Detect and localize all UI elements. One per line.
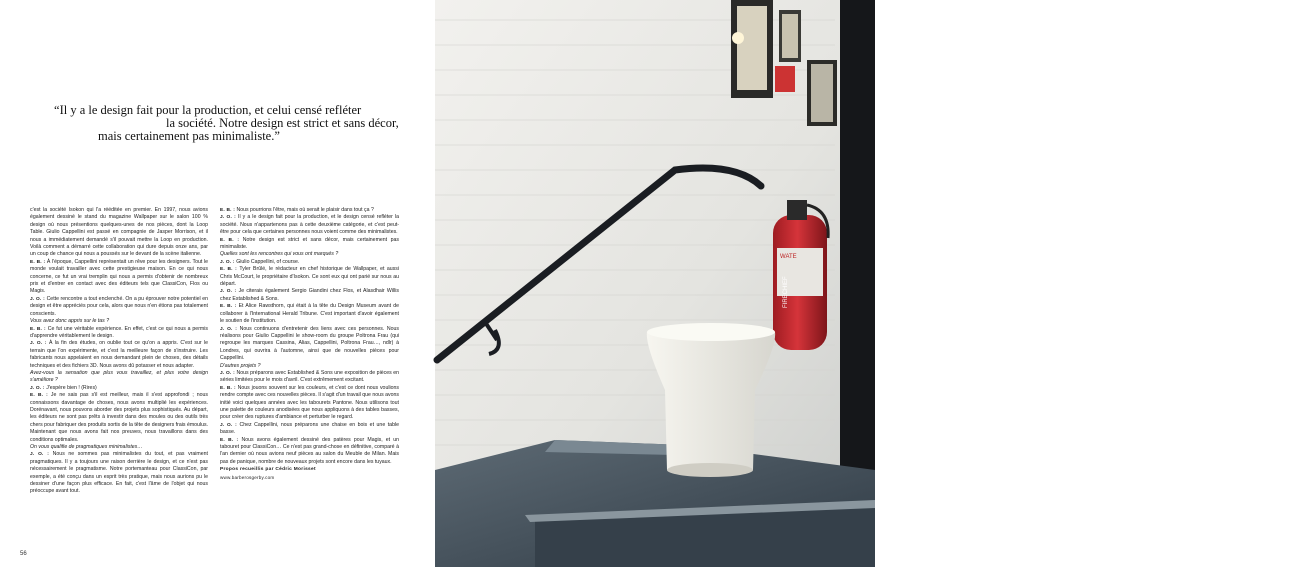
extinguisher-brand: FIRECHIEF [783, 276, 789, 308]
interview-question: On vous qualifie de pragmatiques minimalistes… [30, 444, 143, 450]
interview-answer [220, 207, 399, 214]
answer-text: Giulio Cappellini, of course. [236, 258, 300, 265]
answer-text: Tyler Brûlé, le rédacteur en chef historique de Wallpaper, et aussi Chris McCourt, le propriétaire d'Isokon. Ce sont eux qui ont parié sur nous au départ. [220, 266, 399, 288]
speaker-initials: E. B. : [220, 304, 237, 310]
interview-answer [30, 296, 208, 318]
answer-text: Nous jouons souvent sur les couleurs, et c'est ce dont nous voulions rendre compte avec ces nouvelles pièces. Il s'agit d'un travail que nous avons initié voici quelques années avec les tabourets Pantone. Nous utilisons tout une palette de couleurs anodisées que nous appliquons à des tables basses, pour créer des ruptures d'ambiance et perturber le regard. [220, 384, 399, 421]
interview-answer [220, 370, 399, 385]
page-number: 56 [20, 551, 27, 557]
answer-text: À la fin des études, on oublie tout ce qu'on a appris. C'est sur le terrain que l'on expérimente, et c'est la meilleure façon de s'instruire. Les fabricants nous appelaient en nous demandant plein de choses, des détails techniques et des fichiers 3D. Nous avons dû potasser et nous adapter. [30, 340, 209, 369]
interview-answer [30, 451, 208, 495]
answer-text: Notre design est strict et sans décor, mais certainement pas minimaliste. [220, 236, 399, 251]
speaker-initials: E. B. : [30, 259, 46, 265]
interview-answer [30, 340, 208, 370]
interview-answer [220, 326, 399, 363]
extinguisher-label: WATE [780, 254, 797, 260]
speaker-initials: E. B. : [30, 393, 48, 399]
speaker-initials: J. O. : [30, 385, 45, 391]
interview-question: Avez-vous la sensation que plus vous travaillez, et plus votre design s'améliore ? [30, 369, 208, 384]
interview-answer [220, 288, 399, 303]
interview-question: Quelles sont les rencontres qui vous ont marqués ? [220, 251, 339, 258]
speaker-initials: J. O. : [220, 422, 237, 428]
answer-text: J'espère bien ! (Rires) [46, 384, 97, 391]
interview-answer [220, 214, 399, 236]
paragraph: c'est la société Isokon qui l'a rééditée en premier. En 1997, nous avions également dessiné le stand du magazine Wallpaper sur le salon 100 % design où nous présentions quelques-unes de nos pièces, dont la Loop Table. Giulio Cappellini est passé en compagnie de Jasper Morrison, et il nous a immédiatement demandé s'il pouvait mettre la Loop en production. Voilà comment a démarré cette collaboration qui dure depuis onze ans, par un coup de chance qui nous a poussés sur le devant de la scène italienne. [30, 207, 208, 258]
interview-answer [220, 422, 399, 437]
answer-text: Nous préparons avec Established & Sons une exposition de pièces en séries limitées pour le mois d'avril. C'est extrêmement excitant. [220, 369, 399, 384]
speaker-initials: J. O. : [220, 215, 236, 221]
website-url: www.barberosgerby.com [220, 474, 275, 480]
interview-answer [220, 303, 399, 325]
interview-question: Vous avez donc appris sur le tas ? [30, 318, 110, 325]
interview-answer [220, 385, 399, 422]
photo-illustration [435, 0, 875, 567]
pull-quote-line-3: mais certainement pas minimaliste. [98, 129, 275, 143]
speaker-initials: E. B. : [220, 208, 235, 213]
left-page [0, 0, 435, 567]
pull-quote: “Il y a le design fait pour la production, et celui censé refléter la société. Notre design est strict et sans décor, mais certainement pas minimaliste.” [54, 103, 399, 143]
interview-answer [220, 259, 399, 266]
stairwell-photo [435, 0, 1275, 567]
speaker-initials: E. B. : [220, 385, 236, 391]
interview-answer [30, 326, 208, 341]
interview-question: D'autres projets ? [220, 362, 261, 369]
speaker-initials: E. B. : [220, 267, 237, 273]
answer-text: Nous avons également dessiné des patères pour Magis, et un tabouret pour ClassiCon… Ce n'est pas grand-chose en définitive, comparé à l'an dernier où nous avions neuf pièces au salon du Meuble de Milan. Mais pas de panique, nombre de nouveaux projets sont encore dans les tuyaux. [220, 436, 399, 465]
answer-text: À l'époque, Cappellini représentait un rêve pour les designers. Tout le monde voulait travailler avec cette prestigieuse maison. En ce qui nous concerne, ce fut un vrai tremplin qui nous a permis d'obtenir de nombreux prix et d'entrer en contact avec des éditeurs tels que ClassiCon, Flos ou Magis. [30, 258, 208, 295]
text-column-right [220, 207, 399, 481]
answer-text: Et Alice Rawsthorn, qui était à la tête du Design Museum avant de collaborer à l'International Herald Tribune. C'est important d'avoir également le soutien de l'institution. [220, 303, 399, 325]
answer-text: Je ne sais pas s'il est meilleur, mais il s'est approfondi ; nous connaissons davantage de choses, nous avons multiplié les expériences. Dorénavant, nous pouvons aborder des projets plus sophistiqués. Au départ, les éditeurs ne sont pas prêts à investir dans des moules ou des outils très chers pour fabriquer des produits sortis de la tête de designers frais émoulus. Maintenant que nous avons fait nos preuves, nous travaillons dans des conditions optimales. [30, 392, 208, 443]
speaker-initials: E. B. : [220, 437, 239, 443]
speaker-initials: E. B. : [30, 326, 46, 332]
text-column-left [30, 207, 208, 496]
answer-text: Chez Cappellini, nous préparons une chaise en bois et une table basse. [220, 421, 399, 436]
answer-text: Cette rencontre a tout enclenché. On a pu éprouver notre potentiel en design et être appréciés pour cela, alors que nous n'en étions pas totalement conscients. [30, 295, 208, 317]
speaker-initials: J. O. : [220, 326, 237, 332]
interview-answer [30, 259, 208, 296]
answer-text: Il y a le design fait pour la production, et le design censé refléter la société. Nous n'appartenons pas à cette deuxième catégorie, et c'est peut-être pour cela que certaines personnes nous voient comme des minimalistes. [220, 214, 399, 236]
speaker-initials: J. O. : [30, 452, 50, 458]
speaker-initials: J. O. : [30, 341, 47, 347]
answer-text: Ce fut une véritable expérience. En effet, c'est ce qui nous a permis d'apprendre véritablement le design. [30, 325, 208, 339]
speaker-initials: J. O. : [220, 289, 237, 295]
interview-answer [30, 392, 208, 444]
speaker-initials: E. B. : [220, 237, 240, 243]
speaker-initials: J. O. : [220, 259, 235, 265]
answer-text: Nous ne sommes pas minimalistes du tout, et pas vraiment pragmatiques. Il y a toujours une raison derrière le design, et ce n'est pas nécessairement le pragmatisme. Notre portemanteau pour ClassiCon, par exemple, a été conçu dans un esprit très pratique, mais nous aurions pu le dessiner d'une façon plus efficace. En fait, c'est l'âme de l'objet qui nous préoccupe avant tout. [30, 451, 208, 495]
photo-caption: Un nouveau prototype de tabouret trône dans les escaliers du studio de design. [1221, 520, 1275, 543]
answer-text: Nous continuons d'entretenir des liens avec ces personnes. Nous réalisons pour Giulio Cappellini le show-room du groupe Poltrona Frau (qui regroupe les marques Cassina, Alias, Cappellini, Poltrona Frau…, ndlr) à Londres, qui ouvrira à l'automne, ainsi que de nouvelles pièces pour Cappellini. [220, 325, 399, 362]
interview-answer [220, 266, 399, 288]
pull-quote-line-1: Il y a le design fait pour la production, et celui censé refléter [59, 103, 362, 117]
pull-quote-line-2: la société. Notre design est strict et sans décor, [166, 116, 399, 130]
speaker-initials: J. O. : [30, 296, 45, 302]
interview-answer [220, 437, 399, 467]
speaker-initials: J. O. : [220, 370, 235, 376]
interview-answer [220, 237, 399, 252]
answer-text: Nous pourrions l'être, mais où serait le plaisir dans tout ça ? [236, 207, 374, 213]
interview-credit: Propos recueillis par Cédric Morisset [220, 467, 316, 473]
answer-text: Je citerais également Sergio Giandini chez Flos, et Alasdhair Willis chez Established & Sons. [220, 288, 399, 302]
interview-answer [30, 385, 208, 392]
